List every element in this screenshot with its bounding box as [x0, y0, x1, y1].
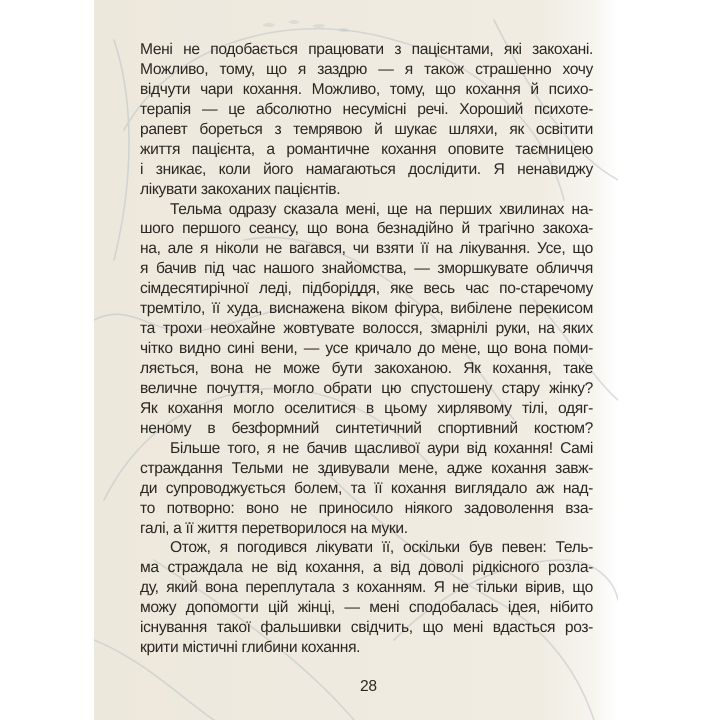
text-line: Можливо, тому, що я заздрю — я також страшенно хочу [140, 60, 593, 78]
text-line: можу допомогти цій жінці, — мені сподобалась ідея, нібито [140, 599, 593, 617]
text-line: неному в безформний синтетичний спортивний костюм? [140, 419, 593, 437]
text-line: ма страждала не від кохання, а від доволі рідкісного розла- [140, 559, 593, 577]
text-line: Як кохання могло оселитися в цьому хирлявому тілі, одяг- [140, 399, 593, 417]
text-line: Більше того, я не бачив щасливої аури від кохання! Самі [170, 439, 593, 457]
text-line: ди супроводжується болем, та її кохання виглядало аж над- [140, 479, 593, 497]
text-line: та трохи неохайне жовтувате волосся, змарнілі руки, на яких [140, 320, 593, 338]
paragraph-2 [140, 200, 593, 439]
text-line: лікувати закоханих пацієнтів. [140, 180, 341, 198]
text-line: то потворно: воно не приносило ніякого задоволення вза- [140, 499, 593, 517]
text-line: існування такої фальшивки свідчить, що мені вдасться роз- [140, 619, 593, 637]
text-line: на, але я ніколи не вагався, чи взяти її на лікування. Усе, що [140, 240, 593, 258]
text-line: ляється, вона не може бути закоханою. Як кохання, таке [140, 360, 593, 377]
text-line: страждання Тельми не здивували мене, адже кохання завж- [140, 459, 593, 477]
text-line: величне почуття, могло обрати цю спустошену стару жінку? [140, 379, 593, 397]
text-line: я бачив під час нашого знайомства, — зморшкувате обличчя [140, 260, 593, 278]
paragraph-4 [140, 538, 593, 658]
text-line: відчути чари кохання. Можливо, тому, що кохання й психо- [140, 80, 593, 98]
text-line: Мені не подобається працювати з пацієнтами, які закохані. [140, 41, 593, 58]
text-line: тремтіло, її худа, виснажена віком фігура, вибілене перекисом [140, 300, 593, 318]
text-line: чітко видно сині вени, — усе кричало до мене, що вона поми- [140, 340, 593, 358]
paragraph-1 [140, 40, 593, 200]
text-line: галі, а її життя перетворилося на муки. [140, 519, 408, 537]
text-line: терапія — це абсолютно несумісні речі. Хороший психоте- [140, 100, 593, 118]
text-line: Тельма одразу сказала мені, ще на перших хвилинах на- [170, 200, 593, 218]
text-line: рапевт бореться з темрявою й шукає шляхи, як освітити [140, 120, 593, 138]
paragraph-3 [140, 439, 593, 539]
text-line: і зникає, коли його намагаються дослідити. Я ненавиджу [140, 160, 593, 178]
text-line: ду, який вона переплутала з коханням. Я не тільки вірив, що [140, 579, 593, 597]
text-line: шого першого сеансу, що вона безнадійно й трагічно закоха- [140, 220, 593, 238]
text-line: крити містичні глибини кохання. [140, 639, 361, 657]
book-page [94, 0, 618, 720]
text-line: життя пацієнта, а романтичне кохання оповите таємницею [140, 140, 593, 158]
text-line: Отож, я погодився лікувати її, оскільки був певен: Тель- [170, 539, 593, 557]
page-number: 28 [360, 678, 377, 695]
text-line: сімдесятирічної леді, підборіддя, яке весь час по-старечому [140, 280, 593, 298]
page-body-text [140, 40, 593, 658]
